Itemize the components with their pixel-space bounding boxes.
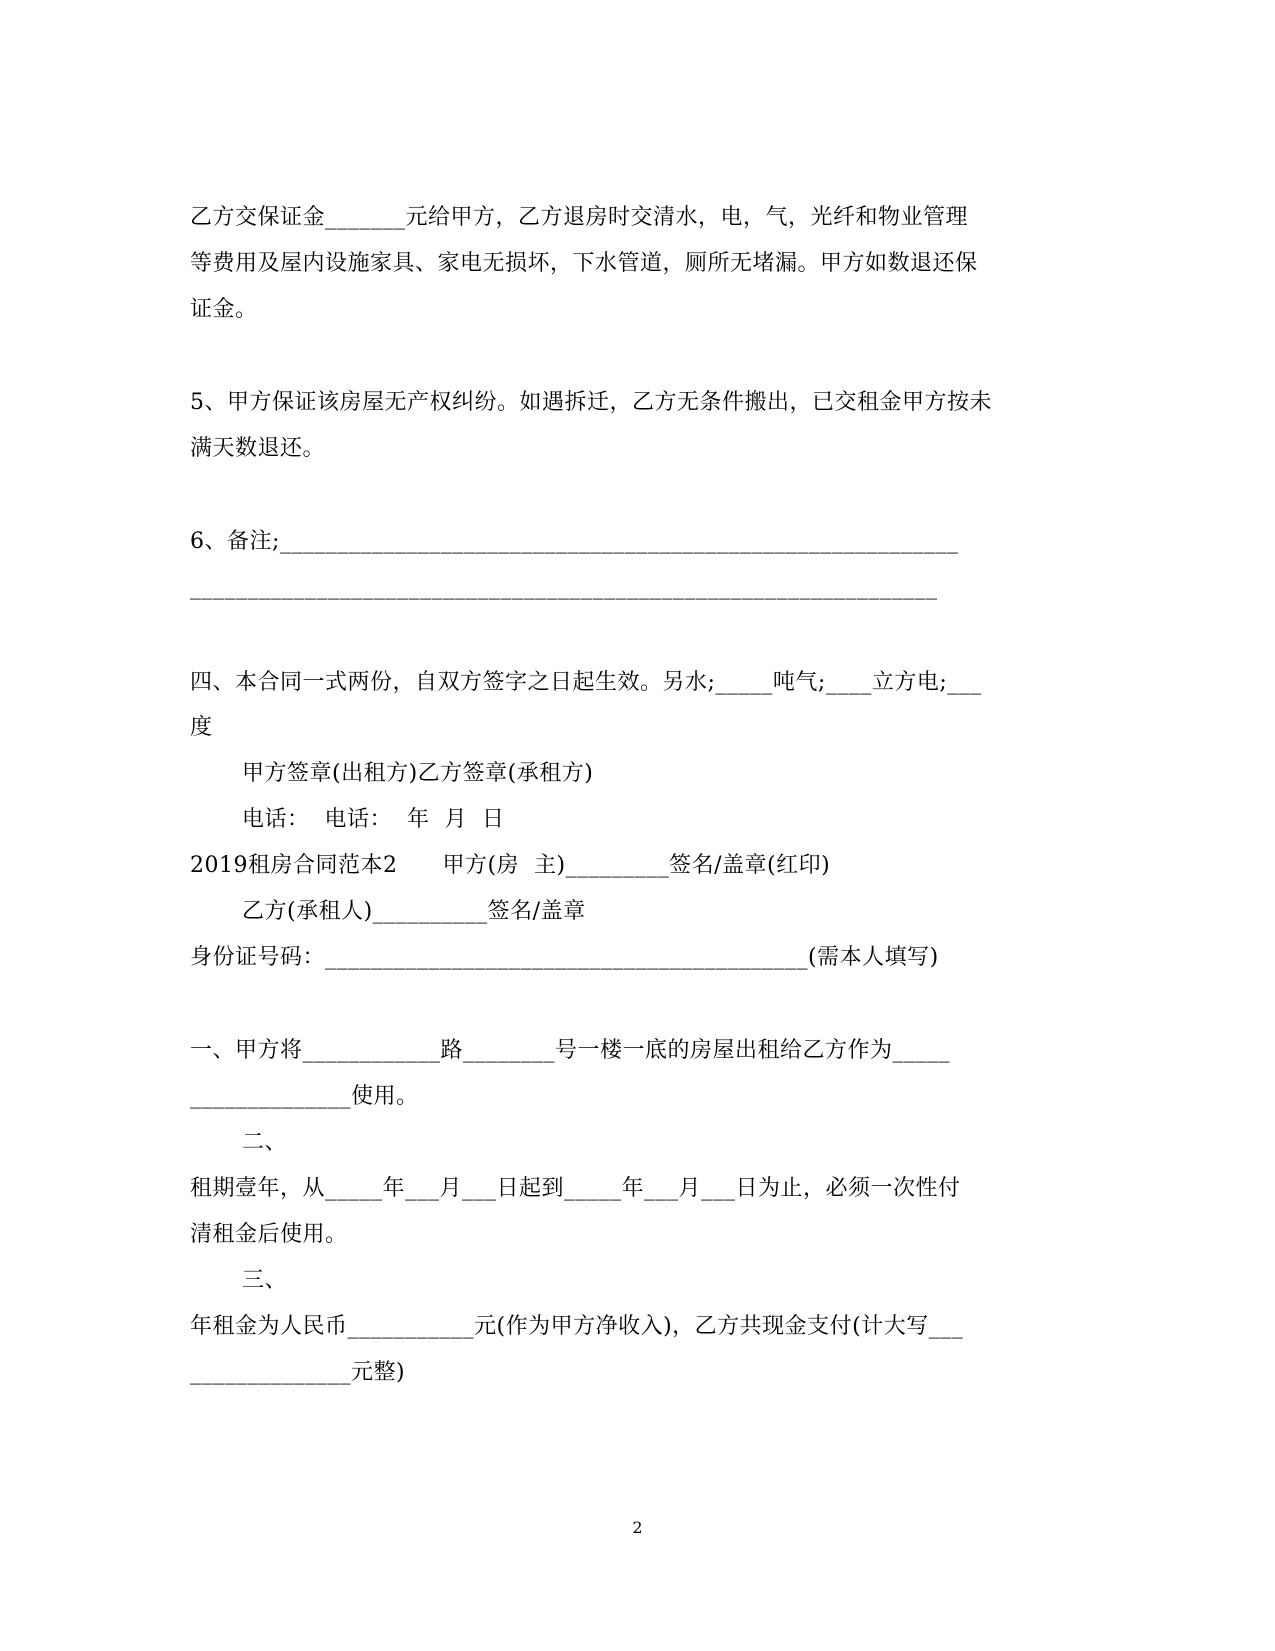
section-heading: 二、 — [242, 1130, 288, 1155]
text-line: 证金。 — [190, 297, 258, 322]
text-line: 租期壹年，从_____年___月___日起到_____年___月___日为止，必须一次性付 — [190, 1176, 961, 1201]
phone-date-line: 电话： 电话： 年 月 日 — [242, 807, 505, 832]
text-line: 一、甲方将____________路________号一楼一底的房屋出租给乙方作为_____ — [190, 1038, 951, 1063]
text-line: 5、甲方保证该房屋无产权纠纷。如遇拆迁，乙方无条件搬出，已交租金甲方按未 — [190, 390, 992, 415]
text-line: 乙方(承租人)__________签名/盖章 — [242, 899, 586, 924]
text-line: 乙方交保证金_______元给甲方，乙方退房时交清水，电，气，光纤和物业管理 — [190, 205, 969, 230]
text-line: _________________________________________________________________ — [190, 575, 938, 600]
text-line: 6、备注;___________________________________________________________ — [190, 529, 959, 554]
text-line: 四、本合同一式两份，自双方签字之日起生效。另水;_____吨气;____立方电;___ — [190, 670, 982, 695]
id-number-line: 身份证号码：__________________________________________(需本人填写) — [190, 945, 939, 970]
page-number: 2 — [632, 1518, 643, 1537]
text-line: 清租金后使用。 — [190, 1222, 348, 1247]
signature-labels: 甲方签章(出租方)乙方签章(承租方) — [242, 761, 594, 786]
text-line: 满天数退还。 — [190, 436, 326, 461]
text-line: 年租金为人民币___________元(作为甲方净收入)，乙方共现金支付(计大写___ — [190, 1314, 964, 1339]
text-line: ______________元整) — [190, 1360, 406, 1385]
text-line: 度 — [190, 715, 213, 740]
text-line: 等费用及屋内设施家具、家电无损坏，下水管道，厕所无堵漏。甲方如数退还保 — [190, 251, 978, 276]
section-heading: 三、 — [242, 1268, 288, 1293]
text-line: ______________使用。 — [190, 1084, 419, 1109]
contract-title-line: 2019租房合同范本2 甲方(房 主)_________签名/盖章(红印) — [190, 853, 831, 878]
